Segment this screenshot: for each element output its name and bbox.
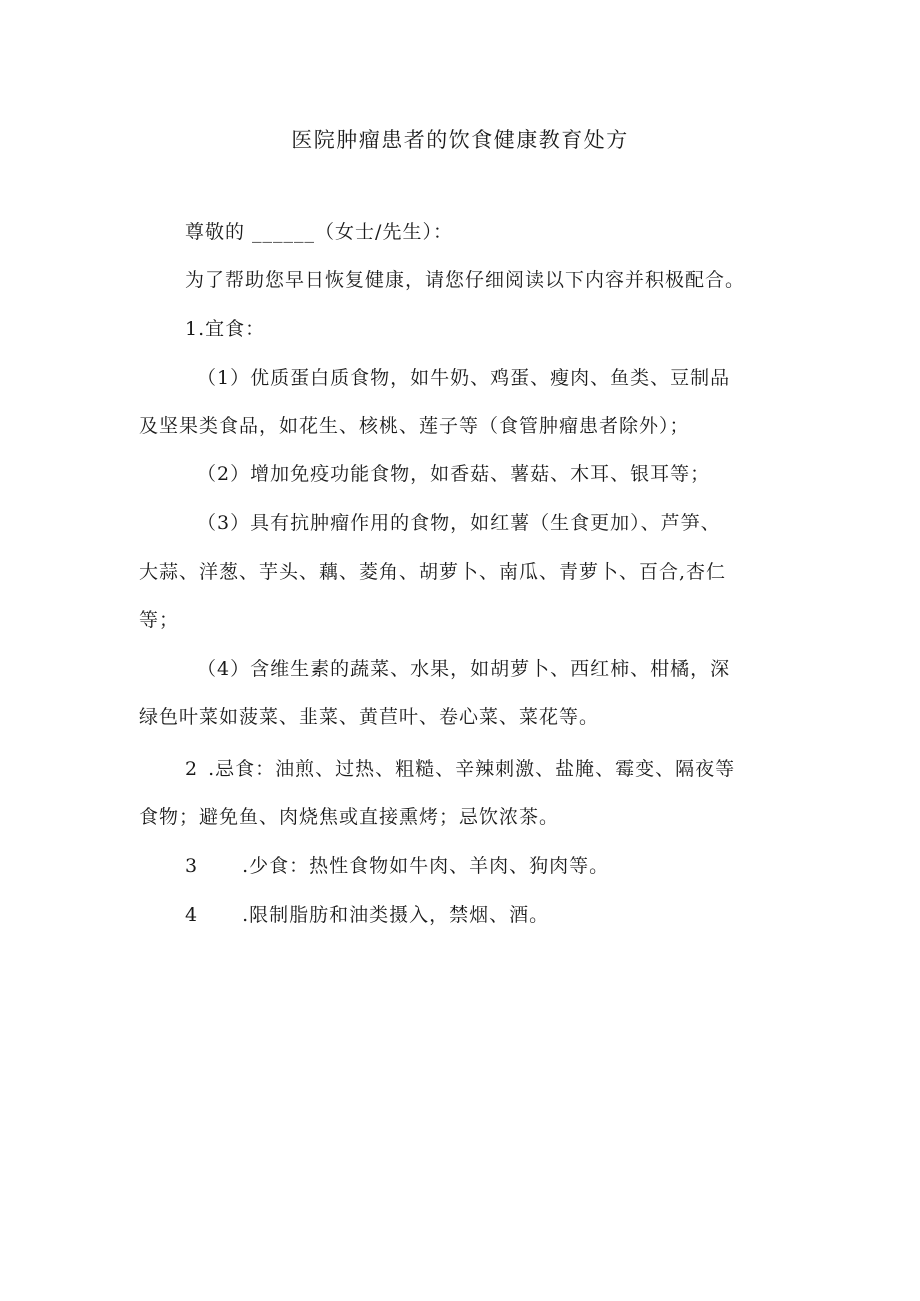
item4-line1: （4）含维生素的蔬菜、水果，如胡萝卜、西红柿、柑橘，深: [197, 658, 731, 680]
item1-line1: （1）优质蛋白质食物，如牛奶、鸡蛋、瘦肉、鱼类、豆制品: [197, 367, 731, 389]
section2-text: .忌食：油煎、过热、粗糙、辛辣刺激、盐腌、霉变、隔夜等: [208, 758, 736, 780]
section4-text: .限制脂肪和油类摄入，禁烟、酒。: [242, 904, 550, 926]
section2-line1: [185, 756, 735, 782]
section1-heading: 1.宜食：: [185, 318, 266, 340]
section3-text: .少食：热性食物如牛肉、羊肉、狗肉等。: [242, 855, 610, 877]
item3-line2: 大蒜、洋葱、芋头、藕、菱角、胡萝卜、南瓜、青萝卜、百合,杏仁: [139, 561, 727, 583]
section4-line: [185, 902, 549, 928]
item3-line3: 等；: [139, 609, 180, 631]
section4-number: 4: [185, 904, 199, 926]
greeting-line: 尊敬的 ______（女士/先生）：: [185, 221, 453, 243]
section3-line: [185, 853, 609, 879]
section3-number: 3: [185, 855, 199, 877]
intro-paragraph: 为了帮助您早日恢复健康，请您仔细阅读以下内容并积极配合。: [185, 269, 746, 291]
item4-line2: 绿色叶菜如菠菜、韭菜、黄苣叶、卷心菜、菜花等。: [139, 706, 600, 728]
item3-line1: （3）具有抗肿瘤作用的食物，如红薯（生食更加）、芦笋、: [197, 512, 721, 534]
item1-line2: 及坚果类食品，如花生、核桃、莲子等（食管肿瘤患者除外）；: [139, 415, 690, 437]
section2-line2: 食物；避免鱼、肉烧焦或直接熏烤；忌饮浓茶。: [139, 806, 560, 828]
section2-number: 2: [185, 758, 199, 780]
item2-line1: （2）增加免疫功能食物，如香菇、薯菇、木耳、银耳等；: [197, 463, 711, 485]
document-title: 医院肿瘤患者的饮食健康教育处方: [291, 128, 629, 152]
